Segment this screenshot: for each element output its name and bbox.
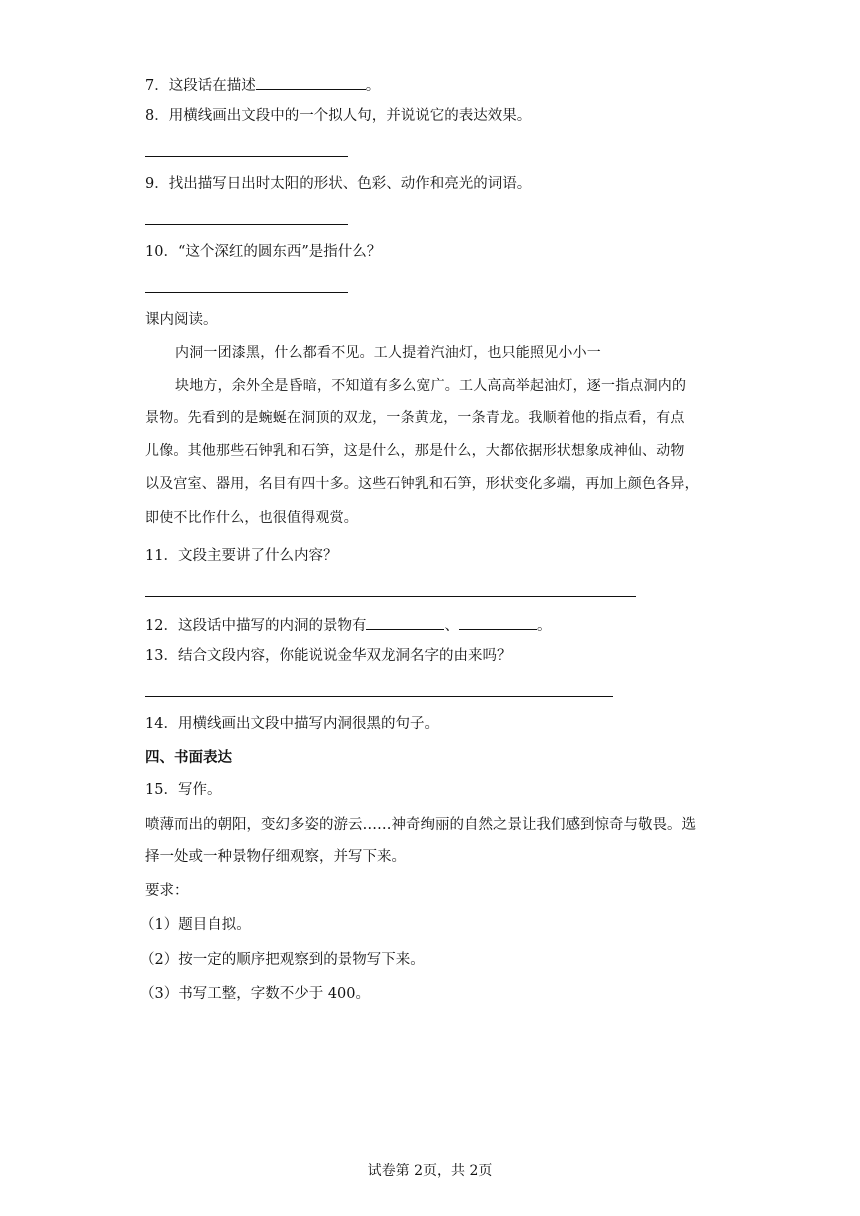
question-7-text: 7．这段话在描述 bbox=[145, 78, 256, 94]
answer-line[interactable] bbox=[145, 696, 613, 697]
passage-line: 内洞一团漆黑，什么都看不见。工人提着汽油灯，也只能照见小小一 bbox=[175, 345, 601, 361]
passage-line: 以及宫室、器用，名目有四十多。这些石钟乳和石笋，形状变化多端，再加上颜色各异， bbox=[145, 476, 699, 492]
answer-line[interactable] bbox=[145, 224, 348, 225]
question-12-sep: 、 bbox=[444, 618, 459, 634]
writing-prompt-line: 择一处或一种景物仔细观察，并写下来。 bbox=[145, 849, 406, 865]
requirement-item: （3）书写工整，字数不少于 400。 bbox=[140, 986, 371, 1002]
question-14: 14．用横线画出文段中描写内洞很黑的句子。 bbox=[145, 716, 439, 732]
answer-line[interactable] bbox=[145, 292, 348, 293]
section-4-title: 四、书面表达 bbox=[145, 750, 232, 766]
requirement-item: （1）题目自拟。 bbox=[140, 917, 251, 933]
passage-line: 即使不比作什么，也很值得观赏。 bbox=[145, 510, 358, 526]
question-13: 13．结合文段内容，你能说说金华双龙洞名字的由来吗？ bbox=[145, 648, 512, 664]
question-11: 11．文段主要讲了什么内容？ bbox=[145, 548, 338, 564]
question-10: 10．“这个深红的圆东西”是指什么？ bbox=[145, 244, 382, 260]
question-7 bbox=[145, 74, 380, 96]
answer-line[interactable] bbox=[145, 596, 636, 597]
page-footer: 试卷第 2页，共 2页 bbox=[367, 1163, 493, 1179]
requirement-item: （2）按一定的顺序把观察到的景物写下来。 bbox=[140, 952, 425, 968]
question-15: 15．写作。 bbox=[145, 782, 222, 798]
answer-blank[interactable] bbox=[366, 614, 444, 630]
passage-line: 景物。先看到的是蜿蜒在洞顶的双龙，一条黄龙，一条青龙。我顺着他的指点看，有点 bbox=[145, 410, 685, 426]
answer-line[interactable] bbox=[145, 156, 348, 157]
answer-blank[interactable] bbox=[459, 614, 537, 630]
writing-prompt-line: 喷薄而出的朝阳，变幻多姿的游云……神奇绚丽的自然之景让我们感到惊奇与敬畏。选 bbox=[145, 817, 696, 833]
answer-blank[interactable] bbox=[256, 74, 366, 90]
question-12-text: 12．这段话中描写的内洞的景物有 bbox=[145, 618, 367, 634]
reading-section-label: 课内阅读。 bbox=[145, 312, 218, 328]
question-9: 9．找出描写日出时太阳的形状、色彩、动作和亮光的词语。 bbox=[145, 176, 532, 192]
passage-line: 块地方，余外全是昏暗，不知道有多么宽广。工人高高举起油灯，逐一指点洞内的 bbox=[175, 378, 687, 394]
passage-line: 儿像。其他那些石钟乳和石笋，这是什么，那是什么，大都依据形状想象成神仙、动物 bbox=[145, 443, 685, 459]
question-12 bbox=[145, 614, 551, 636]
question-12-tail: 。 bbox=[536, 618, 552, 634]
requirements-label: 要求： bbox=[145, 883, 189, 899]
question-7-tail: 。 bbox=[365, 78, 381, 94]
question-8: 8．用横线画出文段中的一个拟人句，并说说它的表达效果。 bbox=[145, 108, 532, 124]
